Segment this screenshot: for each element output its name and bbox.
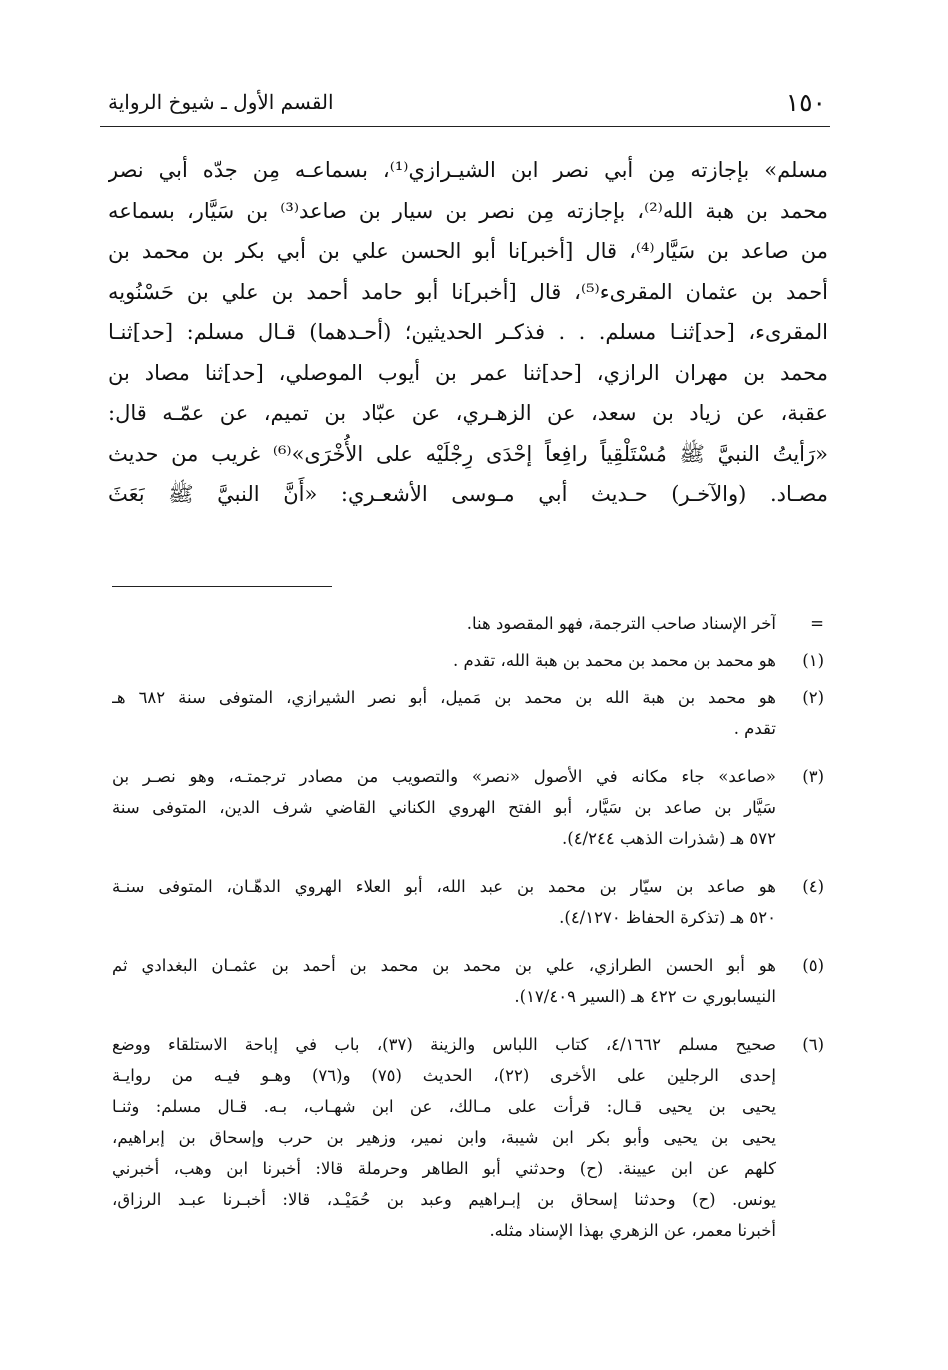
footnote-6 (112, 1029, 824, 1246)
footnote-2 (112, 682, 824, 744)
footnote-line: يحيى بن يحيى قـال: قرأت على مـالك، عن ابن شهـاب، بـه. قـال مسلم: وثنـا (112, 1097, 776, 1116)
footnote-line: يونس. (ح) وحدثنا إسحاق بن إبـراهيم وعبد بن حُمَيْـد، قالا: أخبـرنا عبـد الرزاق، (112, 1190, 776, 1209)
footnote-line: يحيى بن يحيى وأبو بكر ابن شيبة، وابن نمير، وزهير بن حرب وإسحاق بن إبراهيم، (112, 1128, 776, 1147)
footnote-divider (112, 586, 332, 587)
footnote-line: آخر الإسناد صاحب الترجمة، فهو المقصود هنا. (466, 614, 776, 633)
footnote-4 (112, 871, 824, 933)
main-text-line: محمد بن هبة الله⁽²⁾، بإجازته مِن نصر بن سيار بن صاعد⁽³⁾ بن سَيَّار، بسماعه (108, 198, 828, 223)
main-text-line: عقبة، عن زياد بن سعد، عن الزهـري، عن عبّاد بن تميم، عن عمّـه قال: (108, 401, 828, 425)
footnote-number: (٦) (802, 1035, 824, 1054)
footnote-line: ٥٢٠ هـ (تذكرة الحفاظ ٤/١٢٧٠). (559, 908, 776, 927)
footnote-number: (٣) (802, 767, 824, 786)
footnote-number: (٢) (802, 688, 824, 707)
footnote-line: هو صاعد بن سيّار بن محمد بن عبد الله، أبو العلاء الهروي الدهّـان، المتوفى سنـة (112, 877, 776, 896)
footnote-5 (112, 950, 824, 1012)
footnote-1 (112, 645, 824, 676)
footnote-line: إحدى الرجلين على الأخرى (٢٢)، الحديث (٧٥) و(٧٦) وهـو فيـه من روايـة (112, 1066, 776, 1085)
footnote-line: كلهم عن ابن عيينة. (ح) وحدثني أبو الطاهر وحرملة قالا: أخبرنا ابن وهب، أخبرني (112, 1159, 776, 1178)
footnote-number: (١) (802, 651, 824, 670)
main-text-line: من صاعد بن سَيَّار⁽⁴⁾، قال [أخبر]نا أبو الحسن علي بن أبي بكر بن محمد بن (108, 239, 828, 263)
page-header (100, 86, 830, 127)
main-text-line: «رَأيتُ النبيَّ ﷺ مُسْتَلْقِياً رافِعاً إحْدَى رِجْلَيْه على الأُخْرَى»⁽⁶⁾ غريب من حديث (108, 441, 828, 466)
main-text-line: محمد بن مهران الرازي، [حد]ثنا عمر بن أيوب الموصلي، [حد]ثنا مصاد بن (108, 360, 828, 385)
main-text-line: أحمد بن عثمان المقرىء⁽⁵⁾، قال [أخبر]نا أبو حامد أحمد بن علي بن حَسْنُويه (108, 279, 828, 304)
footnote-line: النيسابوري ت ٤٢٢ هـ (السير ١٧/٤٠٩). (514, 987, 776, 1006)
footnote-number: (٤) (802, 877, 824, 896)
footnote-line: ٥٧٢ هـ (شذرات الذهب ٤/٢٤٤). (562, 829, 776, 848)
footnotes (112, 608, 824, 1263)
main-text-line: المقرىء، [حد]ثنـا مسلم. . . فذكـر الحديثين؛ (أحـدهما) قـال مسلم: [حد]ثنـا (108, 320, 828, 344)
footnote-line: سَيَّار بن صاعد بن سَيَّار، أبو الفتح الهروي الكناني القاضي شرف الدين، المتوفى سنة (112, 798, 776, 817)
page-number: ١٥٠ (785, 88, 826, 117)
footnote-line: تقدم . (733, 719, 776, 738)
footnote-line: «صاعد» جاء مكانه في الأصول «نصر» والتصويب من مصادر ترجمتـه، وهو نصـر بن (112, 767, 776, 786)
footnote-line: هو محمد بن هبة الله بن محمد بن مَميل، أبو نصر الشيرازي، المتوفى سنة ٦٨٢ هـ (112, 688, 776, 707)
footnote-line: هو أبو الحسن الطرازي، علي بن محمد بن محمد بن أحمد بن عثمـان البغدادي ثم (112, 956, 776, 975)
main-text (108, 150, 828, 515)
footnote-line: صحيح مسلم ٤/١٦٦٢، كتاب اللباس والزينة (٣٧)، باب في إباحة الاستلقاء ووضع (112, 1035, 776, 1054)
footnote-line: هو محمد بن محمد بن محمد بن هبة الله، تقدم . (452, 651, 776, 670)
footnote-number: = (810, 614, 824, 633)
footnote-line: أخبرنا معمر، عن الزهري بهذا الإسناد مثله. (489, 1221, 776, 1240)
footnote-number: (٥) (802, 956, 824, 975)
footnote-continuation (112, 608, 824, 639)
main-text-line: مسلم» بإجازته مِن أبي نصر ابن الشيـرازي⁽¹⁾، بسماعـه مِن جدّه أبي نصر (108, 158, 828, 182)
running-title: القسم الأول ـ شيوخ الرواية (108, 90, 334, 114)
footnote-3 (112, 761, 824, 854)
main-text-line: مصـاد. (والآخـر) حـديث أبي مـوسى الأشعـري: «أَنَّ النبيَّ ﷺ بَعَثَ (108, 482, 828, 506)
